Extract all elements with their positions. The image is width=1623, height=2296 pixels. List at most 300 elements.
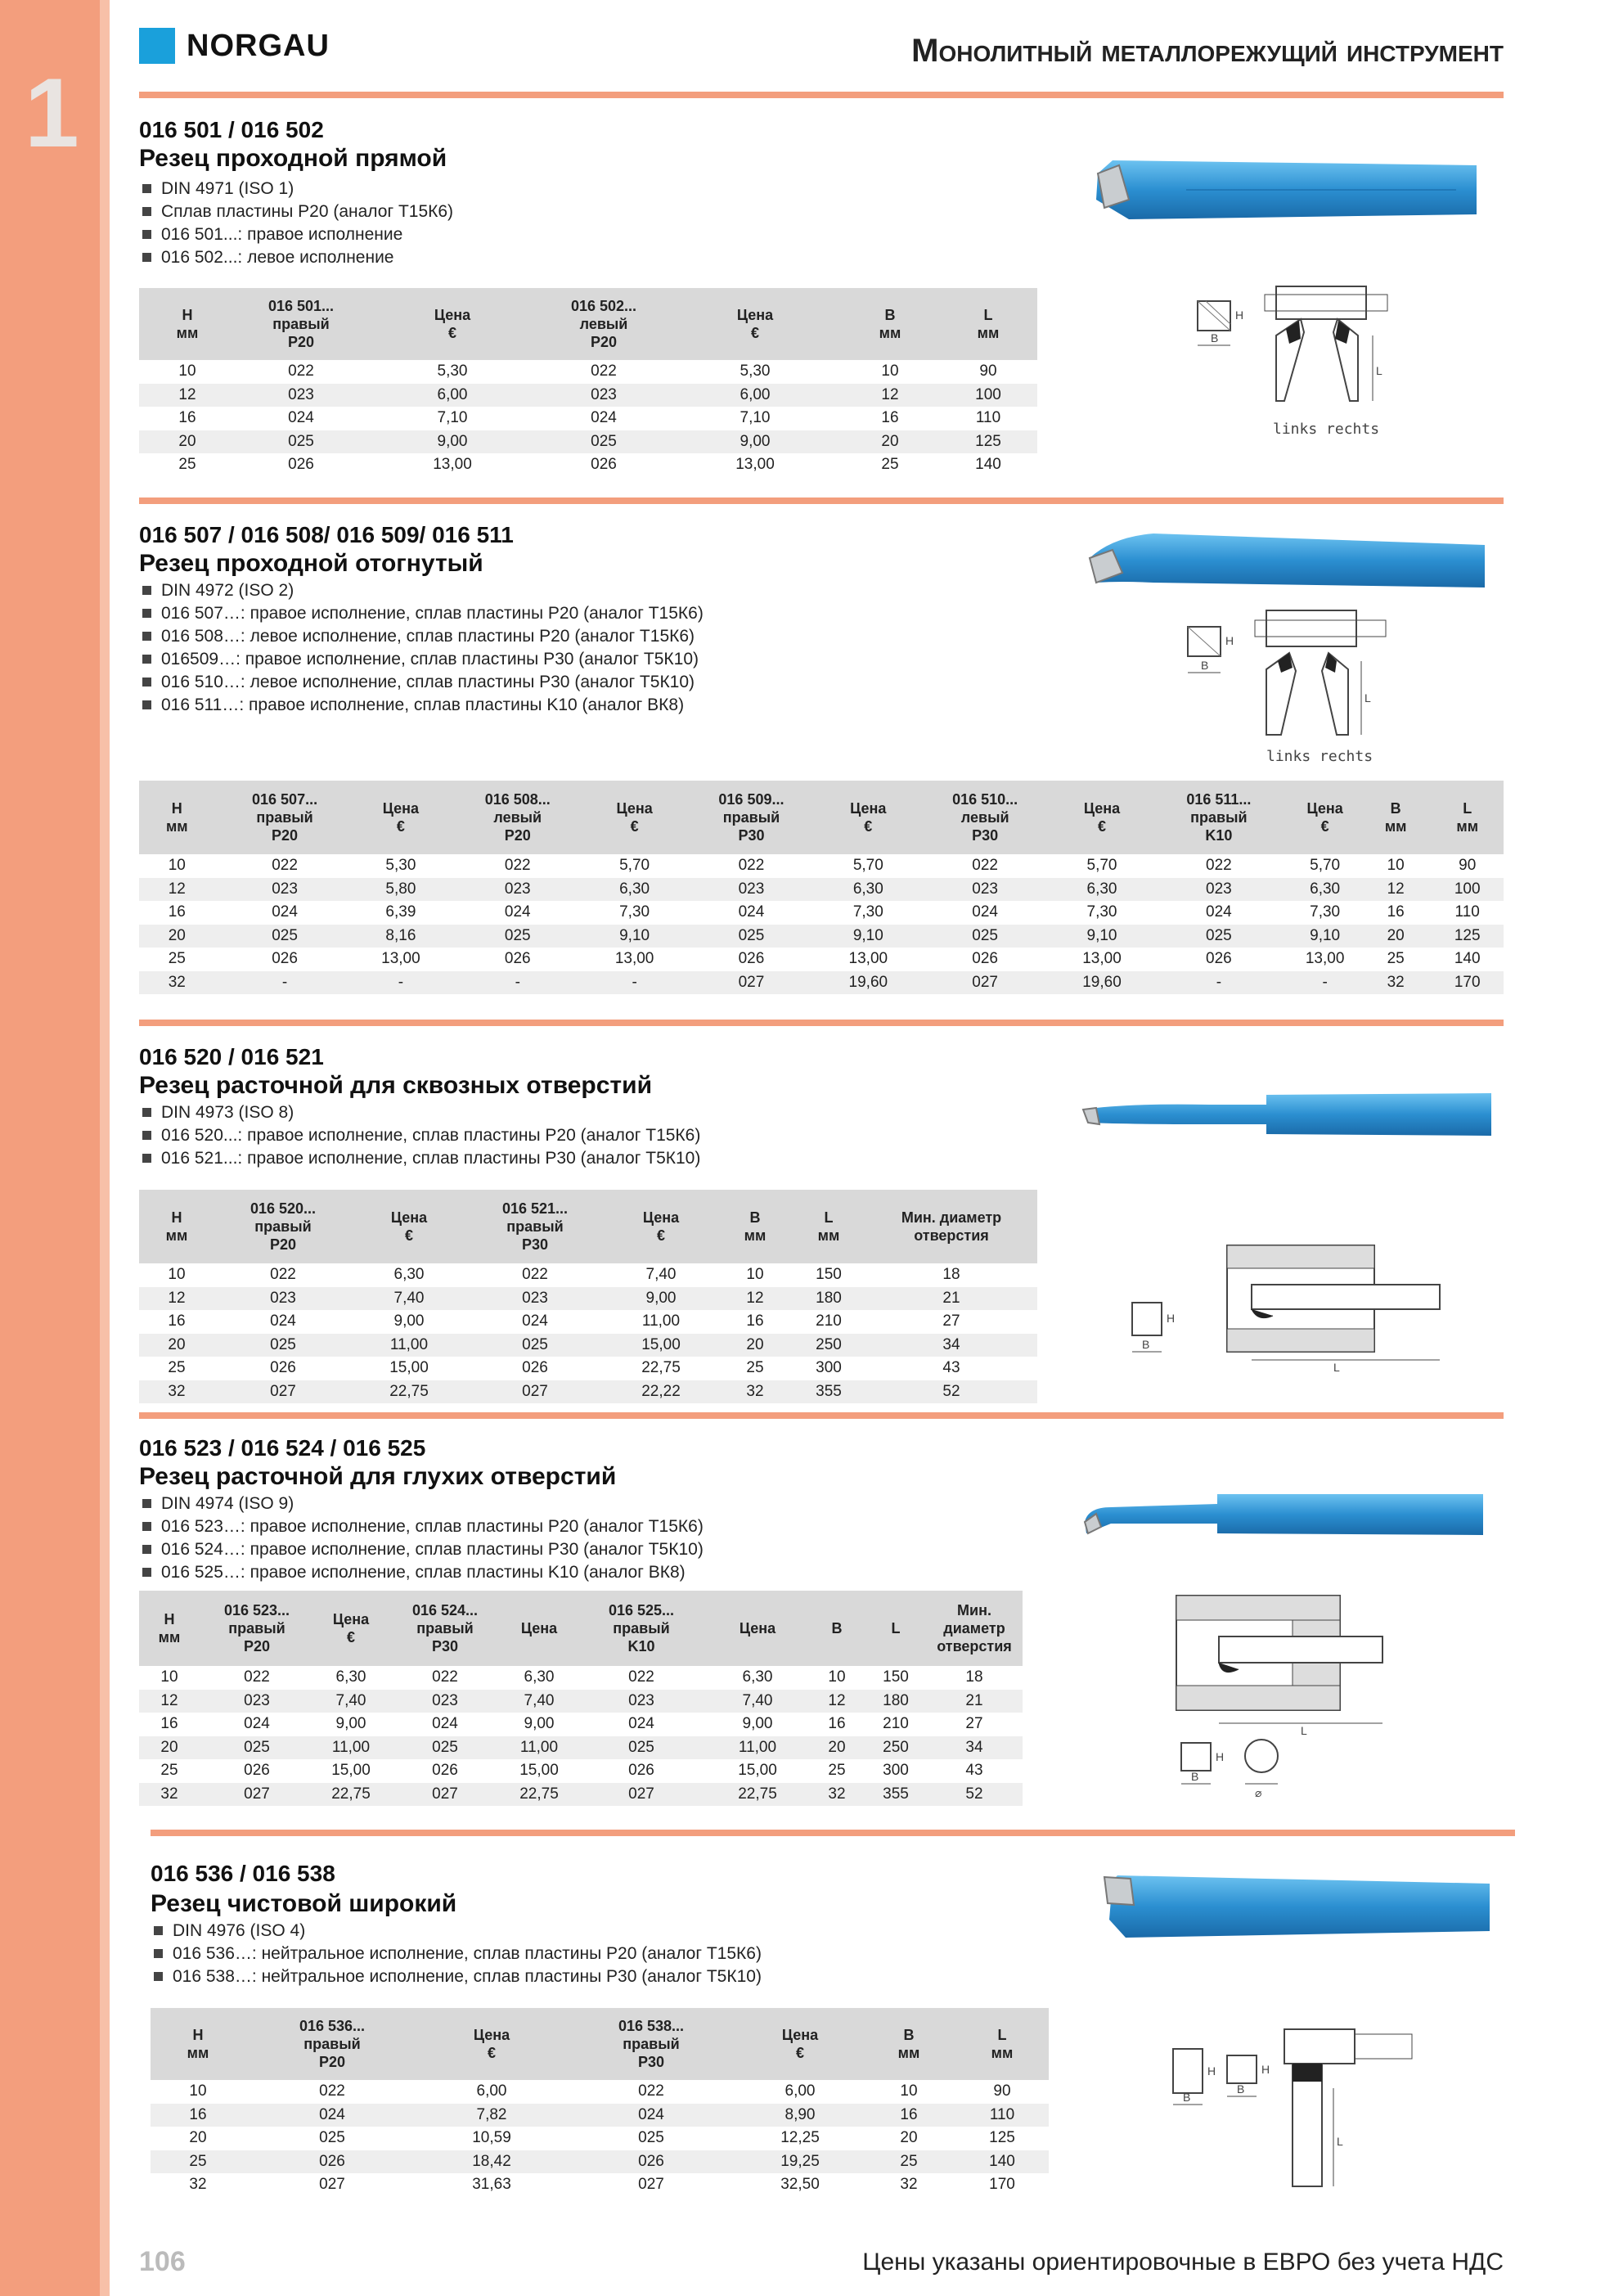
section-divider (139, 1412, 1504, 1419)
straight-tool-diagram (1194, 278, 1415, 450)
table-row (151, 2127, 1049, 2150)
table-cell: 25 (178, 456, 196, 473)
table-cell: 027 (576, 1783, 707, 1807)
table-cell: 18,42 (419, 2150, 564, 2174)
feature-item: DIN 4973 (ISO 8) (142, 1101, 700, 1124)
table-cell: 5,80 (355, 878, 447, 902)
table-cell: 12 (841, 384, 939, 407)
table-cell: 023 (236, 384, 366, 407)
table-cell: 025 (236, 430, 366, 454)
table-row (139, 1287, 1037, 1311)
table-cell: 024 (245, 2104, 419, 2127)
table-cell: 125 (989, 2129, 1015, 2146)
table-cell: 5,70 (1310, 857, 1341, 874)
bent-tool-diagram (1185, 604, 1405, 768)
feature-item: DIN 4974 (ISO 9) (142, 1492, 704, 1515)
column-header: 016 521... правый P30 (466, 1190, 604, 1263)
table-cell: 027 (638, 2176, 664, 2193)
table-cell: 024 (270, 1312, 296, 1330)
table-cell: 6,00 (785, 2082, 816, 2100)
brand-square-icon (139, 28, 175, 64)
feature-item: Сплав пластины P20 (аналог Т15К6) (142, 200, 453, 223)
section-2-code: 016 507 / 016 508/ 016 509/ 016 511 (139, 522, 514, 547)
section-2-title: Резец проходной отогнутый (139, 550, 483, 577)
table-cell: 13,00 (1305, 950, 1345, 967)
table-cell: 10 (168, 1266, 186, 1283)
table-cell: 22,75 (314, 1783, 388, 1807)
table-cell: 20 (808, 1736, 865, 1760)
table-cell: 20 (900, 2129, 918, 2146)
table-cell: 125 (939, 430, 1037, 454)
column-header: H мм (139, 781, 215, 854)
table-cell: 43 (942, 1359, 960, 1376)
table-cell: 6,00 (669, 384, 841, 407)
table-cell: - (355, 971, 447, 995)
table-cell: 9,00 (669, 430, 841, 454)
feature-item: 016 523…: правое исполнение, сплав пластины P20 (аналог Т15К6) (142, 1515, 704, 1538)
table-cell: 025 (681, 925, 822, 948)
column-header: B мм (718, 1190, 792, 1263)
page-title: Монолитный металлорежущий инструмент (911, 33, 1504, 69)
table-row (139, 971, 1504, 995)
table-cell: 6,00 (476, 2082, 507, 2100)
table-cell: 20 (841, 430, 939, 454)
section-1-features (142, 178, 453, 269)
blind-boring-diagram (1170, 1587, 1415, 1800)
table-cell: 10 (168, 857, 186, 874)
table-cell: 355 (865, 1783, 926, 1807)
section-divider (151, 1830, 1515, 1836)
table-cell: 20 (139, 925, 215, 948)
column-header: Цена € (419, 2008, 564, 2080)
chapter-number: 1 (25, 58, 79, 168)
table-cell: 024 (972, 903, 998, 921)
through-boring-diagram (1129, 1237, 1448, 1376)
table-cell: 026 (1206, 950, 1232, 967)
table-row (151, 2080, 1049, 2104)
section-1-price-table (139, 288, 1037, 477)
svg-text:L: L (1376, 364, 1382, 377)
table-cell: 100 (939, 384, 1037, 407)
column-header: H мм (139, 288, 236, 360)
table-cell: 7,40 (502, 1690, 576, 1713)
table-cell: 5,70 (619, 857, 650, 874)
table-cell: 6,30 (822, 878, 915, 902)
column-header: 016 509... правый P30 (681, 781, 822, 854)
table-row (139, 1263, 1037, 1287)
table-row (139, 384, 1037, 407)
table-cell: 25 (160, 1762, 178, 1779)
table-cell: 140 (955, 2150, 1049, 2174)
column-header: Цена € (604, 1190, 718, 1263)
svg-text:B: B (1237, 2082, 1245, 2096)
table-cell: 22,75 (502, 1783, 576, 1807)
table-row (139, 407, 1037, 430)
column-header: B мм (841, 288, 939, 360)
table-cell: 7,40 (707, 1690, 808, 1713)
column-header: 016 510... левый P30 (915, 781, 1056, 854)
table-cell: 250 (865, 1736, 926, 1760)
table-cell: 16 (881, 409, 899, 426)
table-cell: 027 (681, 971, 822, 995)
table-cell: - (215, 971, 355, 995)
table-cell: 210 (883, 1715, 909, 1732)
table-cell: 25 (1387, 950, 1405, 967)
table-cell: 125 (1431, 925, 1504, 948)
table-cell: 6,30 (335, 1668, 366, 1686)
table-cell: 7,40 (645, 1266, 677, 1283)
table-cell: 024 (244, 1715, 270, 1732)
table-cell: 10 (1387, 857, 1405, 874)
column-header: 016 511... правый K10 (1148, 781, 1289, 854)
table-cell: 32 (718, 1380, 792, 1404)
table-cell: 7,30 (852, 903, 883, 921)
table-cell: 15,00 (331, 1762, 371, 1779)
feature-item: 016 501...: правое исполнение (142, 223, 453, 246)
table-cell: 13,00 (1082, 950, 1122, 967)
table-cell: 20 (139, 1736, 200, 1760)
diagram-label: links rechts (1266, 748, 1373, 765)
svg-text:B: B (1142, 1338, 1150, 1351)
table-cell: 023 (576, 1690, 707, 1713)
table-cell: 19,25 (738, 2150, 862, 2174)
section-2-features (142, 579, 704, 717)
section-divider (139, 497, 1504, 504)
feature-item: 016 538…: нейтральное исполнение, сплав пластины P30 (аналог Т5К10) (154, 1965, 762, 1988)
table-cell: 22,75 (641, 1359, 681, 1376)
table-cell: 7,30 (619, 903, 650, 921)
chapter-sidebar (0, 0, 100, 2296)
svg-text:H: H (1235, 308, 1244, 322)
table-row (139, 1759, 1023, 1783)
column-header: Цена € (738, 2008, 862, 2080)
table-cell: 025 (538, 430, 669, 454)
table-header-row (139, 781, 1504, 854)
table-cell: 023 (681, 878, 822, 902)
table-cell: 10 (189, 2082, 207, 2100)
table-cell: 32 (900, 2176, 918, 2193)
table-cell: 32 (189, 2176, 207, 2193)
table-cell: 026 (244, 1762, 270, 1779)
section-3-features (142, 1101, 700, 1170)
table-cell: 025 (576, 1736, 707, 1760)
column-header: Цена € (588, 781, 681, 854)
table-header-row (151, 2008, 1049, 2080)
table-cell: 15,00 (604, 1334, 718, 1357)
straight-turning-tool-image (1080, 149, 1481, 231)
table-cell: 100 (1431, 878, 1504, 902)
table-row (139, 1713, 1023, 1736)
table-cell: 025 (1148, 925, 1289, 948)
table-row (139, 453, 1037, 477)
table-cell: 7,30 (1086, 903, 1117, 921)
table-cell: 25 (168, 1359, 186, 1376)
table-row (151, 2173, 1049, 2197)
svg-text:H: H (1167, 1312, 1176, 1325)
table-cell: 13,00 (735, 456, 775, 473)
table-cell: 025 (447, 925, 588, 948)
table-cell: 16 (178, 409, 196, 426)
table-cell: 025 (215, 925, 355, 948)
table-cell: 9,00 (393, 1312, 425, 1330)
table-row (139, 1380, 1037, 1404)
svg-text:H: H (1207, 2064, 1216, 2078)
column-header: Цена € (355, 781, 447, 854)
table-cell: 10 (160, 1668, 178, 1686)
table-cell: 90 (979, 362, 997, 380)
table-cell: 026 (504, 950, 531, 967)
column-header: 016 524... правый P30 (388, 1591, 502, 1666)
table-cell: 022 (319, 2082, 345, 2100)
column-header: Цена € (352, 1190, 466, 1263)
table-cell: 023 (388, 1690, 502, 1713)
table-cell: 18 (942, 1266, 960, 1283)
table-cell: 026 (591, 456, 617, 473)
blind-boring-tool-image (1078, 1488, 1487, 1545)
feature-item: 016 507…: правое исполнение, сплав пластины P20 (аналог Т15К6) (142, 602, 704, 625)
section-3-title: Резец расточной для сквозных отверстий (139, 1072, 653, 1099)
table-cell: 16 (1387, 903, 1405, 921)
table-row (139, 925, 1504, 948)
table-cell: 026 (245, 2150, 419, 2174)
column-header: 016 536... правый P20 (245, 2008, 419, 2080)
column-header: Цена (707, 1591, 808, 1666)
table-cell: 150 (883, 1668, 909, 1686)
table-cell: 180 (792, 1287, 865, 1311)
table-cell: 022 (628, 1668, 654, 1686)
table-cell: 11,00 (641, 1312, 681, 1330)
svg-text:L: L (1364, 691, 1371, 705)
table-cell: 18 (965, 1668, 983, 1686)
table-cell: 19,60 (822, 971, 915, 995)
table-cell: 20 (139, 1334, 214, 1357)
table-cell: 16 (168, 903, 186, 921)
table-cell: 5,70 (852, 857, 883, 874)
table-cell: 6,39 (385, 903, 416, 921)
svg-text:H: H (1216, 1750, 1225, 1763)
feature-item: 016 511…: правое исполнение, сплав пластины K10 (аналог ВК8) (142, 694, 704, 717)
table-cell: - (447, 971, 588, 995)
table-cell: 150 (816, 1266, 842, 1283)
table-cell: 027 (214, 1380, 352, 1404)
table-cell: 022 (272, 857, 298, 874)
table-cell: 023 (214, 1287, 352, 1311)
table-cell: 024 (522, 1312, 548, 1330)
table-cell: 10 (828, 1668, 846, 1686)
brand-name: NORGAU (187, 28, 330, 63)
section-4-title: Резец расточной для глухих отверстий (139, 1463, 617, 1490)
table-cell: 15,00 (389, 1359, 429, 1376)
table-header-row (139, 1190, 1037, 1263)
table-cell: 9,10 (1289, 925, 1360, 948)
table-cell: 20 (1360, 925, 1432, 948)
table-cell: 6,00 (366, 384, 538, 407)
table-cell: 024 (564, 2104, 738, 2127)
column-header: Мин. диаметр отверстия (926, 1591, 1023, 1666)
column-header: Цена (502, 1591, 576, 1666)
table-cell: 25 (746, 1359, 764, 1376)
table-cell: 023 (215, 878, 355, 902)
table-row (151, 2104, 1049, 2127)
table-cell: 32,50 (780, 2176, 820, 2193)
table-cell: 027 (200, 1783, 314, 1807)
table-cell: 11,00 (352, 1334, 466, 1357)
table-cell: 22,75 (707, 1783, 808, 1807)
table-cell: 22,75 (352, 1380, 466, 1404)
svg-text:B: B (1191, 1770, 1199, 1783)
table-cell: 7,10 (437, 409, 468, 426)
table-cell: 16 (168, 1312, 186, 1330)
table-cell: 15,00 (738, 1762, 777, 1779)
table-cell: 16 (828, 1715, 846, 1732)
table-cell: 16 (862, 2104, 955, 2127)
table-row (139, 360, 1037, 384)
table-cell: 355 (792, 1380, 865, 1404)
table-cell: 12 (139, 1287, 214, 1311)
table-cell: 6,30 (393, 1266, 425, 1283)
table-row (139, 1736, 1023, 1760)
table-cell: 210 (816, 1312, 842, 1330)
table-cell: 023 (466, 1287, 604, 1311)
table-cell: 026 (738, 950, 765, 967)
table-cell: 023 (1148, 878, 1289, 902)
table-cell: 25 (828, 1762, 846, 1779)
section-divider (139, 1020, 1504, 1026)
column-header: Цена € (366, 288, 538, 360)
table-cell: 13,00 (848, 950, 888, 967)
column-header: L (865, 1591, 926, 1666)
section-2-price-table (139, 781, 1504, 994)
table-cell: 022 (738, 857, 765, 874)
feature-item: 016 510…: левое исполнение, сплав пластины P30 (аналог Т5К10) (142, 671, 704, 694)
feature-item: 016 508…: левое исполнение, сплав пластины P20 (аналог Т15К6) (142, 625, 704, 648)
column-header: 016 502... левый P20 (538, 288, 669, 360)
table-cell: 13,00 (433, 456, 472, 473)
table-cell: 170 (989, 2176, 1015, 2193)
svg-text:B: B (1211, 331, 1219, 344)
table-row (139, 430, 1037, 454)
table-cell: 11,00 (314, 1736, 388, 1760)
table-cell: 022 (638, 2082, 664, 2100)
table-cell: 026 (272, 950, 298, 967)
column-header: H мм (151, 2008, 245, 2080)
table-cell: 026 (432, 1762, 458, 1779)
table-cell: 12,25 (780, 2129, 820, 2146)
svg-text:B: B (1183, 2091, 1191, 2104)
table-cell: 025 (466, 1334, 604, 1357)
column-header: B мм (1360, 781, 1432, 854)
column-header: L мм (955, 2008, 1049, 2080)
table-cell: 9,00 (335, 1715, 366, 1732)
table-cell: 10 (746, 1266, 764, 1283)
table-cell: 180 (865, 1690, 926, 1713)
table-cell: 026 (288, 456, 314, 473)
column-header: L мм (792, 1190, 865, 1263)
page-number: 106 (139, 2246, 186, 2277)
svg-text:H: H (1261, 2063, 1270, 2076)
section-1-title: Резец проходной прямой (139, 145, 447, 172)
table-cell: 024 (591, 409, 617, 426)
table-cell: 5,30 (740, 362, 771, 380)
table-row (139, 948, 1504, 971)
table-cell: 9,00 (524, 1715, 555, 1732)
table-cell: 022 (522, 1266, 548, 1283)
feature-item: 016 502...: левое исполнение (142, 246, 453, 269)
table-cell: 9,00 (604, 1287, 718, 1311)
table-cell: 024 (738, 903, 765, 921)
table-cell: 025 (388, 1736, 502, 1760)
table-cell: 024 (288, 409, 314, 426)
svg-text:⌀: ⌀ (1255, 1786, 1262, 1799)
table-cell: 32 (139, 1783, 200, 1807)
column-header: Цена € (314, 1591, 388, 1666)
table-cell: 9,10 (588, 925, 681, 948)
table-row (139, 854, 1504, 878)
column-header: 016 538... правый P30 (564, 2008, 738, 2080)
table-cell: 110 (955, 2104, 1049, 2127)
table-cell: 32 (1360, 971, 1432, 995)
section-5-features (154, 1920, 762, 1988)
table-cell: 7,82 (419, 2104, 564, 2127)
table-cell: 10 (881, 362, 899, 380)
table-cell: 6,30 (524, 1668, 555, 1686)
table-cell: 20 (718, 1334, 792, 1357)
table-cell: 10 (178, 362, 196, 380)
table-row (151, 2150, 1049, 2174)
table-cell: 27 (942, 1312, 960, 1330)
feature-item: DIN 4972 (ISO 2) (142, 579, 704, 602)
table-cell: 025 (214, 1334, 352, 1357)
table-cell: - (1148, 971, 1289, 995)
table-row (139, 1690, 1023, 1713)
table-cell: 16 (151, 2104, 245, 2127)
svg-text:H: H (1225, 634, 1234, 647)
table-cell: 27 (965, 1715, 983, 1732)
table-cell: 140 (1454, 950, 1481, 967)
table-cell: 7,10 (740, 409, 771, 426)
table-cell: - (588, 971, 681, 995)
svg-text:B: B (1201, 659, 1209, 672)
table-cell: 13,00 (381, 950, 420, 967)
column-header: 016 525... правый K10 (576, 1591, 707, 1666)
table-cell: 31,63 (472, 2176, 511, 2193)
column-header: 016 507... правый P20 (215, 781, 355, 854)
table-cell: 8,16 (355, 925, 447, 948)
table-cell: 11,00 (502, 1736, 576, 1760)
table-cell: 16 (746, 1312, 764, 1330)
table-cell: 025 (915, 925, 1056, 948)
table-cell: 300 (883, 1762, 909, 1779)
table-row (139, 1310, 1037, 1334)
column-header: Цена € (822, 781, 915, 854)
table-cell: 8,90 (738, 2104, 862, 2127)
through-boring-tool-image (1078, 1088, 1495, 1146)
column-header: L мм (939, 288, 1037, 360)
table-cell: 32 (139, 1380, 214, 1404)
table-cell: 026 (564, 2150, 738, 2174)
table-cell: 5,30 (385, 857, 416, 874)
svg-text:L: L (1333, 1361, 1340, 1374)
table-cell: 6,30 (1289, 878, 1360, 902)
feature-item: 016 524…: правое исполнение, сплав пластины P30 (аналог Т5К10) (142, 1538, 704, 1561)
table-cell: 12 (139, 384, 236, 407)
column-header: Цена € (1289, 781, 1360, 854)
feature-item: 016509…: правое исполнение, сплав пластины P30 (аналог Т5К10) (142, 648, 704, 671)
table-row (139, 878, 1504, 902)
table-cell: 25 (881, 456, 899, 473)
table-cell: 16 (160, 1715, 178, 1732)
table-cell: 023 (447, 878, 588, 902)
